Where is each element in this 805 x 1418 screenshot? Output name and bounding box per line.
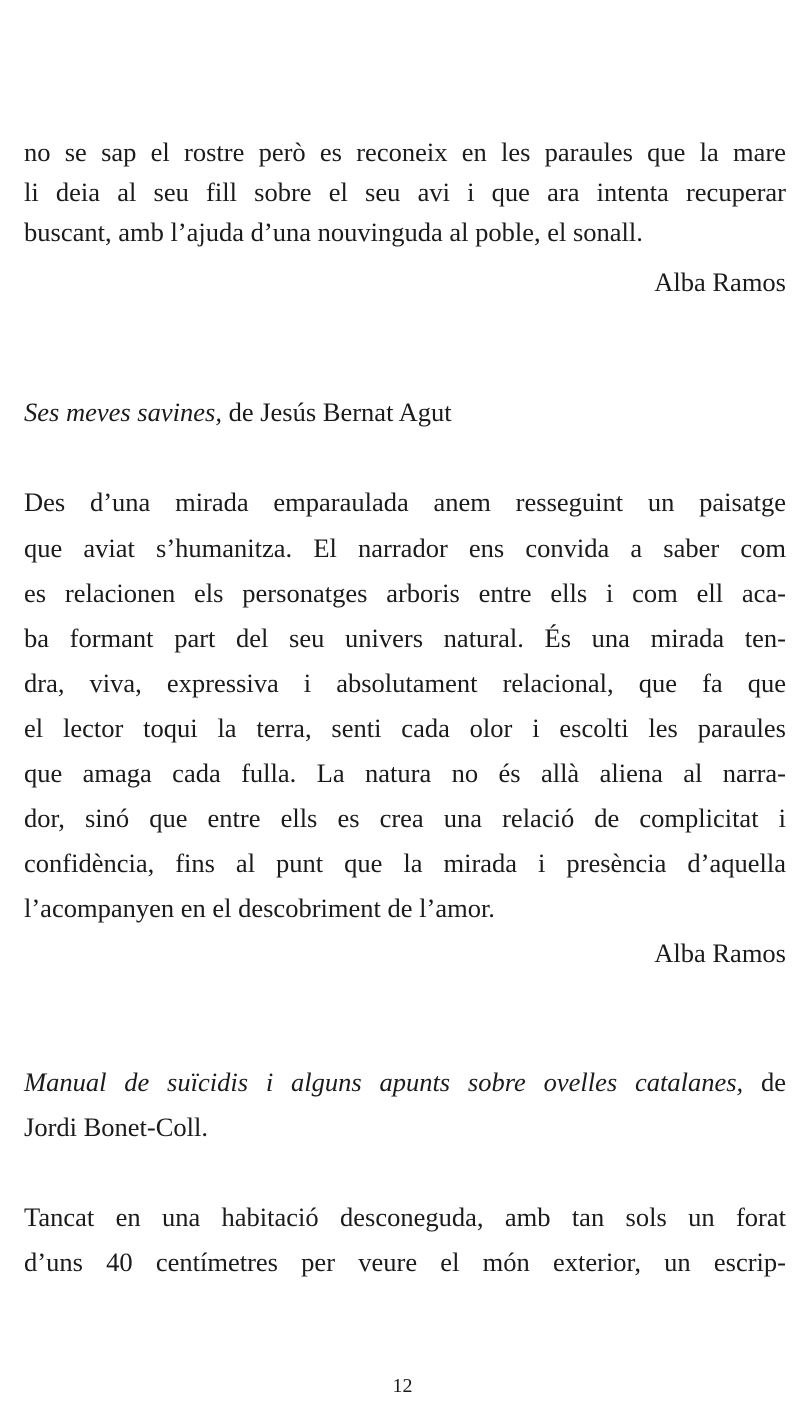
review2-line-8: dor, sinó que entre ells es crea una relació de complicitat i: [24, 803, 786, 833]
review2-line-2: que aviat s’humanitza. El narrador ens convida a saber com: [24, 533, 786, 563]
review1-author: Alba Ramos: [654, 267, 786, 297]
review3-title-de: de: [743, 1067, 786, 1097]
review2-title-work: Ses meves savines,: [24, 397, 222, 427]
review3-title-author: Jordi Bonet-Coll.: [24, 1112, 209, 1142]
review1-line-2: li deia al seu fill sobre el seu avi i que ara intenta recuperar: [24, 177, 786, 207]
review2-line-7: que amaga cada fulla. La natura no és allà aliena al narra-: [24, 758, 786, 788]
review3-line-1: Tancat en una habitació desconeguda, amb tan sols un forat: [24, 1202, 786, 1232]
review2-title: [24, 394, 786, 430]
review1-line-3: buscant, amb l’ajuda d’una nouvinguda al poble, el sonall.: [24, 217, 643, 247]
review2-line-9: confidència, fins al punt que la mirada i presència d’aquella: [24, 848, 786, 878]
review2-line-6: el lector toqui la terra, senti cada olor i escolti les paraules: [24, 713, 786, 743]
review2-line-5: dra, viva, expressiva i absolutament relacional, que fa que: [24, 668, 786, 698]
page-number: 12: [392, 1375, 413, 1397]
review2-author: Alba Ramos: [654, 938, 786, 968]
review2-line-3: es relacionen els personatges arboris entre ells i com ell aca-: [24, 578, 786, 608]
review2-line-4: ba formant part del seu univers natural. És una mirada ten-: [24, 623, 786, 653]
review1-line-1: no se sap el rostre però es reconeix en les paraules que la mare: [24, 137, 786, 167]
review3-title: [24, 1064, 786, 1100]
review3-title-work: Manual de suïcidis i alguns apunts sobre ovelles catalanes,: [24, 1067, 744, 1097]
review3-line-2: d’uns 40 centímetres per veure el món exterior, un escrip-: [24, 1247, 786, 1277]
review2-title-author: de Jesús Bernat Agut: [221, 397, 452, 427]
review2-line-10: l’acompanyen en el descobriment de l’amor.: [24, 893, 495, 923]
review2-line-1: Des d’una mirada emparaulada anem resseguint un paisatge: [24, 487, 786, 517]
